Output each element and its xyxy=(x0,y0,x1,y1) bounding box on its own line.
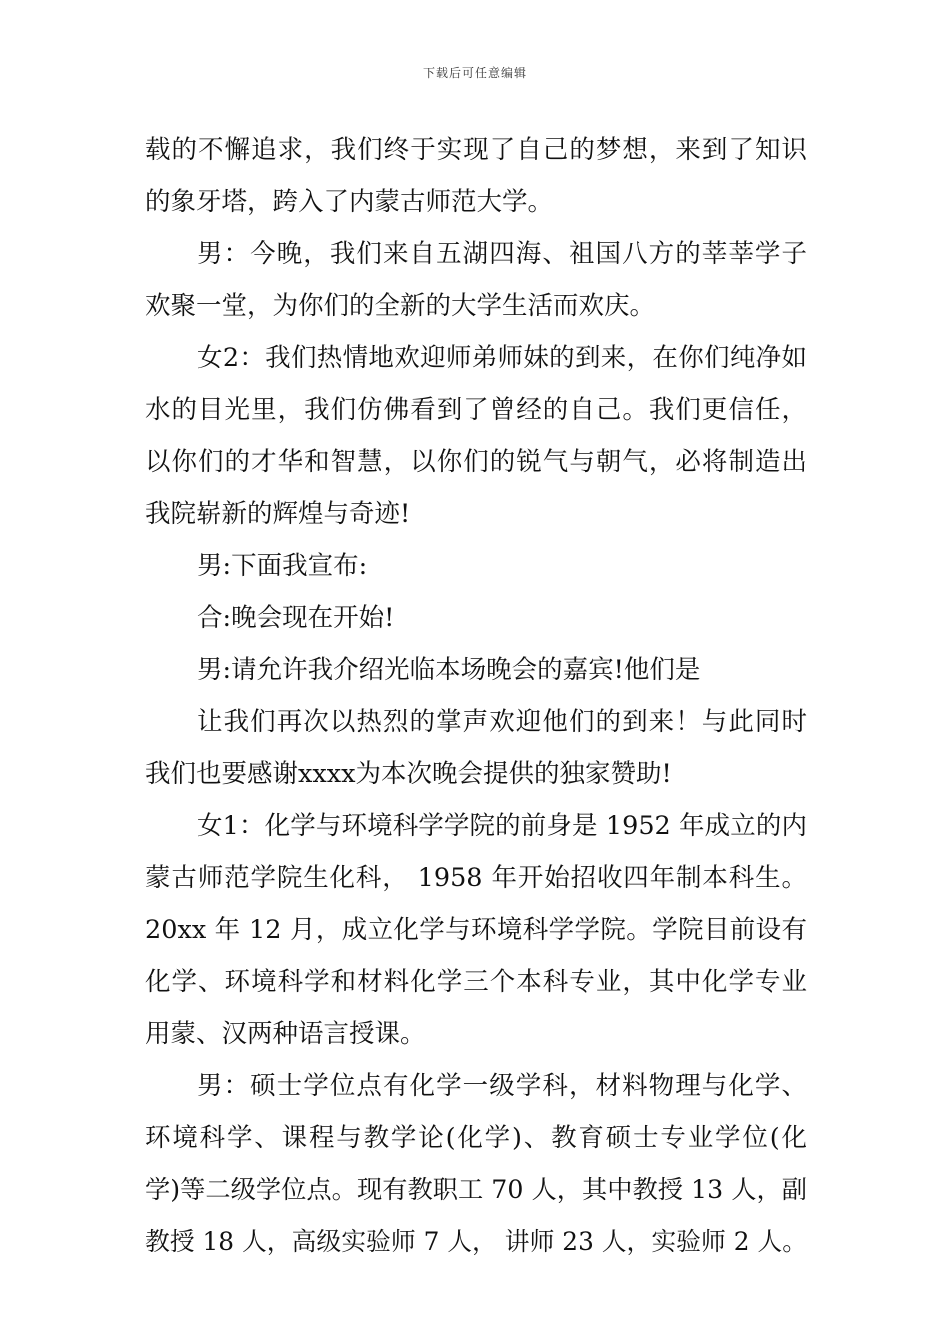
text-line: 以你们的才华和智慧，以你们的锐气与朝气，必将制造出 xyxy=(145,447,807,477)
text-line: 学)等二级学位点。现有教职工 70 人，其中教授 13 人，副 xyxy=(145,1175,807,1204)
text-line: 环境科学、课程与教学论(化学)、教育硕士专业学位(化 xyxy=(145,1123,807,1153)
text-line: 蒙古师范学院生化科， 1958 年开始招收四年制本科生。 xyxy=(145,863,807,893)
page-header-note: 下载后可任意编辑 xyxy=(422,66,527,80)
text-line: 20xx 年 12 月，成立化学与环境科学学院。学院目前设有 xyxy=(145,915,807,945)
text-line: 让我们再次以热烈的掌声欢迎他们的到来！与此同时 xyxy=(197,707,807,737)
text-line: 女1：化学与环境科学学院的前身是 1952 年成立的内 xyxy=(197,811,807,841)
text-line: 欢聚一堂，为你们的全新的大学生活而欢庆。 xyxy=(145,291,656,321)
text-line: 的象牙塔，跨入了内蒙古师范大学。 xyxy=(145,187,554,217)
text-line: 我院崭新的辉煌与奇迹! xyxy=(145,499,411,529)
text-line: 合:晚会现在开始! xyxy=(197,603,395,633)
text-line: 用蒙、汉两种语言授课。 xyxy=(145,1019,426,1049)
text-line: 男:请允许我介绍光临本场晚会的嘉宾!他们是 xyxy=(197,655,701,685)
text-line: 水的目光里，我们仿佛看到了曾经的自己。我们更信任， xyxy=(145,395,807,425)
text-line: 女2：我们热情地欢迎师弟师妹的到来，在你们纯净如 xyxy=(197,343,807,373)
document-body xyxy=(145,124,807,1268)
text-line: 我们也要感谢xxxx为本次晚会提供的独家赞助! xyxy=(145,759,672,789)
text-line: 载的不懈追求，我们终于实现了自己的梦想，来到了知识 xyxy=(145,135,807,165)
text-line: 男:下面我宣布: xyxy=(197,551,368,581)
text-line: 男：硕士学位点有化学一级学科，材料物理与化学、 xyxy=(197,1071,807,1101)
text-line: 化学、环境科学和材料化学三个本科专业，其中化学专业 xyxy=(145,967,807,997)
text-line: 男：今晚，我们来自五湖四海、祖国八方的莘莘学子 xyxy=(197,239,807,269)
text-line: 教授 18 人，高级实验师 7 人， 讲师 23 人，实验师 2 人。 xyxy=(145,1227,807,1256)
